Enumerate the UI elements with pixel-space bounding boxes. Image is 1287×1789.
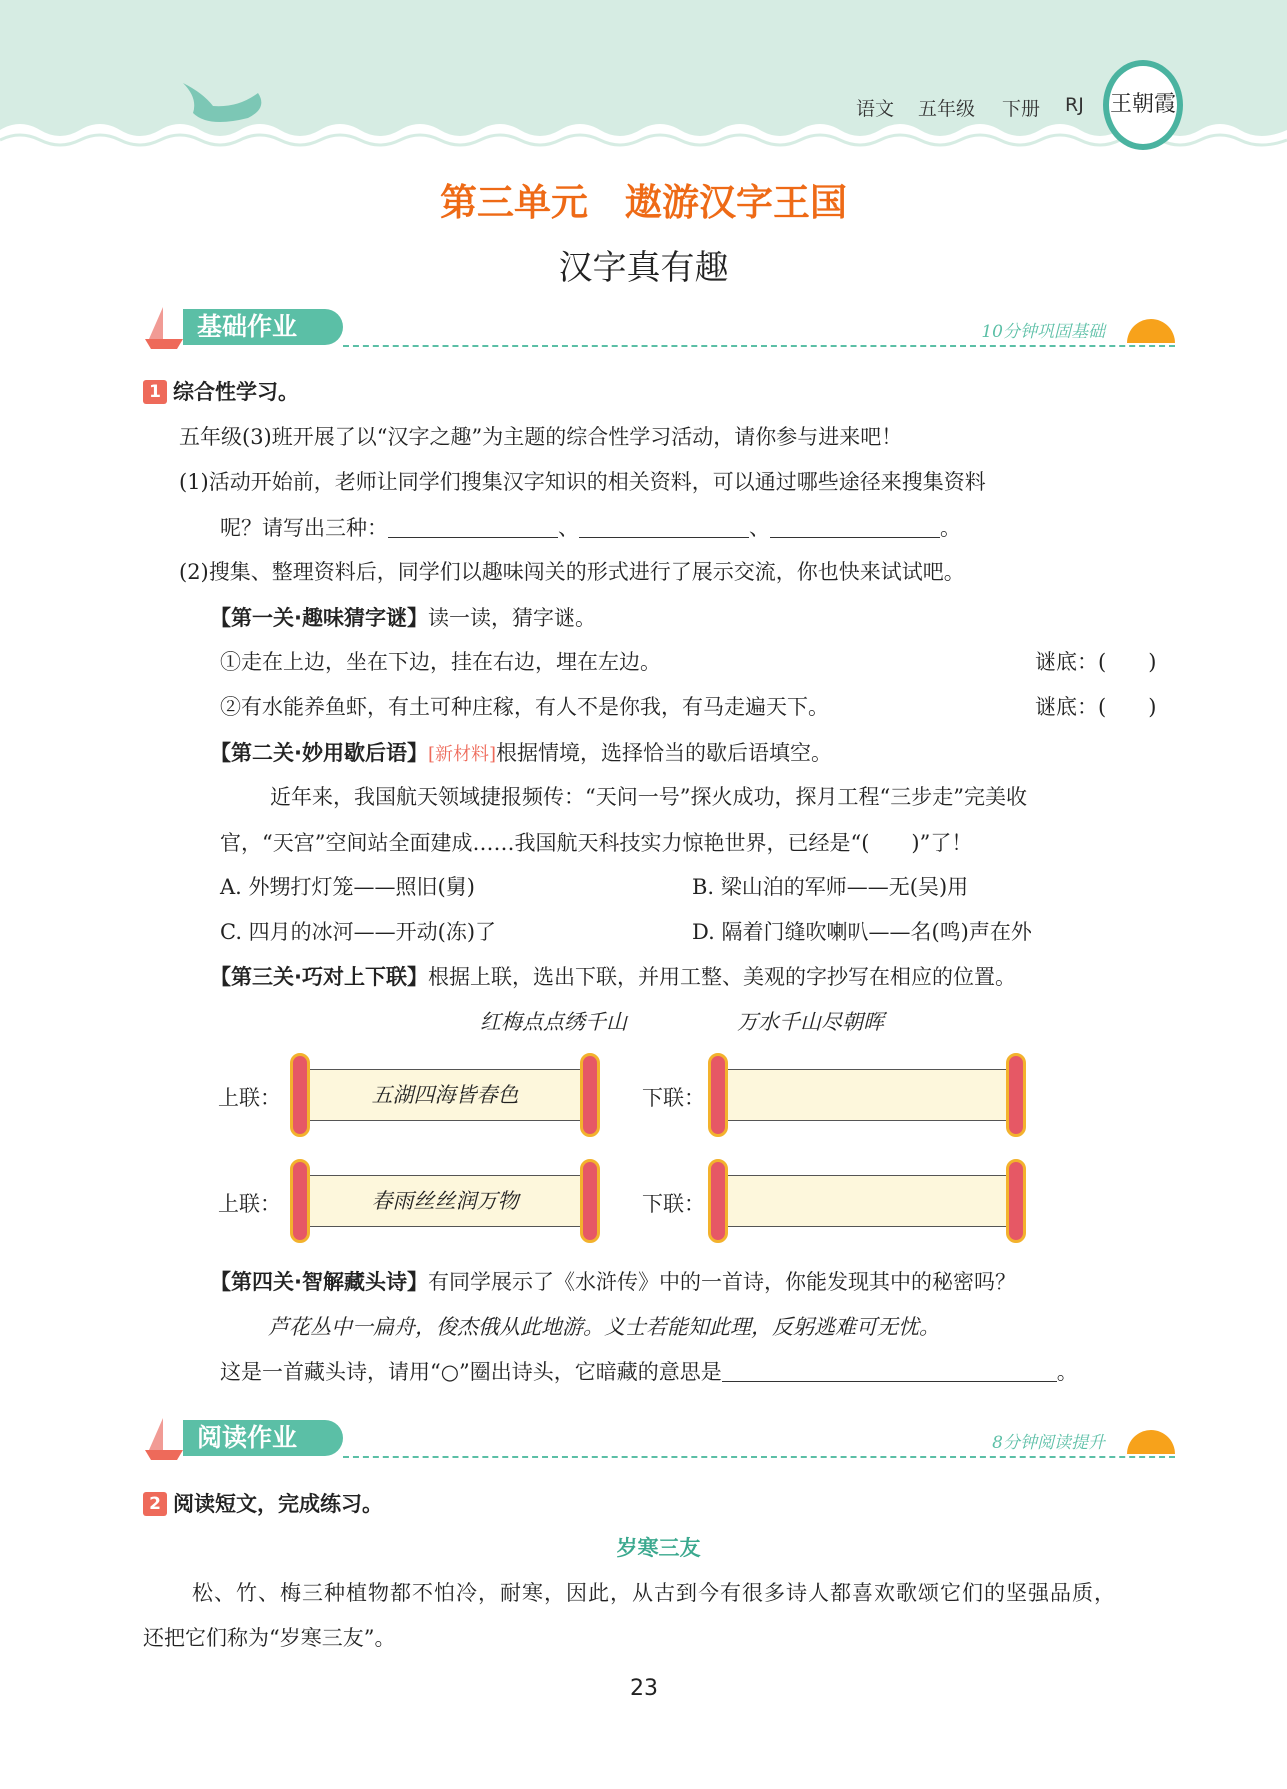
volume-label: 下册 [1002, 98, 1041, 120]
answer-blank-3[interactable] [770, 518, 940, 538]
scroll-lower-2[interactable] [708, 1159, 1026, 1243]
level2-text: 根据情境，选择恰当的歇后语填空。 [496, 741, 833, 765]
divider [343, 345, 1175, 347]
couplet-text: 五湖四海皆春色 [308, 1069, 582, 1121]
question-number: 1 [143, 380, 167, 404]
sep: 、 [558, 516, 579, 540]
divider [343, 1456, 1175, 1458]
level3-title: 【第三关·巧对上下联】 [210, 965, 428, 989]
scroll-upper-2 [290, 1159, 600, 1243]
riddle-1: ①走在上边，坐在下边，挂在右边，埋在左边。 [220, 650, 661, 674]
section-hint: 8分钟阅读提升 [992, 1433, 1105, 1453]
level3-text: 根据上联，选出下联，并用工整、美观的字抄写在相应的位置。 [427, 965, 1016, 989]
option-b[interactable]: B. 梁山泊的军师——无(吴)用 [692, 875, 969, 899]
upper-label: 上联： [218, 1192, 281, 1216]
scroll-lower-1[interactable] [708, 1053, 1026, 1137]
edition-label: RJ [1065, 94, 1084, 116]
riddle-1-answer[interactable]: 谜底：( ) [1035, 650, 1157, 674]
scroll-rod [1006, 1159, 1026, 1243]
grade-label: 五年级 [918, 98, 976, 120]
lower-label: 下联： [642, 1086, 705, 1110]
sep: 、 [749, 516, 770, 540]
level4-prompt: 这是一首藏头诗，请用“○”圈出诗头，它暗藏的意思是 [220, 1360, 722, 1384]
intro-text: 五年级(3)班开展了以“汉字之趣”为主题的综合性学习活动，请你参与进来吧！ [179, 425, 903, 449]
question-2-title [143, 1488, 383, 1518]
part1-prompt: 呢？请写出三种： [220, 516, 388, 540]
level2-passage-2: 官，“天宫”空间站全面建成……我国航天科技实力惊艳世界，已经是“( )”了！ [220, 831, 973, 855]
section-label: 阅读作业 [183, 1420, 343, 1456]
new-material-tag: [新材料] [427, 744, 497, 765]
answer-blank-2[interactable] [579, 518, 749, 538]
sun-icon [1127, 1430, 1175, 1454]
question-text: 阅读短文，完成练习。 [173, 1492, 383, 1516]
level3-line [210, 961, 1016, 991]
sun-icon [1127, 319, 1175, 343]
section-label: 基础作业 [183, 309, 343, 345]
choice-1: 红梅点点绣千山 [480, 1010, 627, 1034]
answer-blank-4[interactable] [722, 1362, 1057, 1382]
scroll-rod [1006, 1053, 1026, 1137]
sailboat-icon [143, 1416, 185, 1460]
level4-title: 【第四关·智解藏头诗】 [210, 1270, 428, 1294]
upper-label: 上联： [218, 1086, 281, 1110]
option-c[interactable]: C. 四月的冰河——开动(冻)了 [220, 920, 497, 944]
scroll-rod [580, 1053, 600, 1137]
whale-icon [178, 78, 278, 128]
couplet-text: 春雨丝丝润万物 [308, 1175, 582, 1227]
riddle-2: ②有水能养鱼虾，有土可种庄稼，有人不是你我，有马走遍天下。 [220, 695, 829, 719]
section-header-basic [143, 305, 1175, 349]
poem-text: 芦花丛中一扁舟，俊杰俄从此地游。义士若能知此理，反躬逃难可无忧。 [268, 1315, 940, 1339]
subject-label: 语文 [856, 98, 895, 120]
answer-area[interactable] [726, 1175, 1008, 1227]
question-text: 综合性学习。 [173, 380, 299, 404]
period: 。 [1056, 1360, 1078, 1384]
part2-text: (2)搜集、整理资料后，同学们以趣味闯关的形式进行了展示交流，你也快来试试吧。 [179, 560, 965, 584]
level2-line [210, 737, 832, 767]
scroll-rod [708, 1159, 728, 1243]
level1-line [210, 602, 596, 632]
logo-text: 王朝霞 [1109, 92, 1176, 117]
page-number: 23 [630, 1676, 658, 1701]
option-d[interactable]: D. 隔着门缝吹喇叭——名(鸣)声在外 [692, 920, 1032, 944]
section-header-reading [143, 1416, 1175, 1460]
period: 。 [940, 516, 961, 540]
level1-text: 读一读，猜字谜。 [427, 606, 596, 630]
brand-logo [1103, 60, 1183, 150]
passage-paragraph-1: 松、竹、梅三种植物都不怕冷，耐寒，因此，从古到今有很多诗人都喜欢歌颂它们的坚强品质， [192, 1581, 1116, 1605]
level2-title: 【第二关·妙用歇后语】 [210, 741, 428, 765]
riddle-2-answer[interactable]: 谜底：( ) [1035, 695, 1157, 719]
part1-answer-line [220, 512, 961, 542]
scroll-rod [580, 1159, 600, 1243]
lesson-title: 汉字真有趣 [558, 248, 729, 288]
scroll-upper-1 [290, 1053, 600, 1137]
question-number: 2 [143, 1492, 167, 1516]
level2-passage-1: 近年来，我国航天领域捷报频传：“天问一号”探火成功，探月工程“三步走”完美收 [270, 785, 1027, 809]
level4-question [220, 1356, 1078, 1386]
scroll-rod [708, 1053, 728, 1137]
option-a[interactable]: A. 外甥打灯笼——照旧(舅) [220, 875, 475, 899]
passage-title: 岁寒三友 [616, 1536, 701, 1560]
lower-label: 下联： [642, 1192, 705, 1216]
level1-title: 【第一关·趣味猜字谜】 [210, 606, 428, 630]
level4-text: 有同学展示了《水浒传》中的一首诗，你能发现其中的秘密吗？ [427, 1270, 1016, 1294]
sailboat-icon [143, 305, 185, 349]
scroll-rod [290, 1159, 310, 1243]
choice-2: 万水千山尽朝晖 [737, 1010, 884, 1034]
answer-area[interactable] [726, 1069, 1008, 1121]
answer-blank-1[interactable] [388, 518, 558, 538]
section-hint: 10分钟巩固基础 [981, 322, 1105, 342]
scroll-rod [290, 1053, 310, 1137]
passage-paragraph-2: 还把它们称为“岁寒三友”。 [143, 1626, 396, 1650]
part1-text: (1)活动开始前，老师让同学们搜集汉字知识的相关资料，可以通过哪些途径来搜集资料 [179, 470, 986, 494]
level4-line [210, 1266, 1016, 1296]
question-1-title [143, 376, 299, 406]
unit-title: 第三单元 遨游汉字王国 [440, 181, 847, 224]
